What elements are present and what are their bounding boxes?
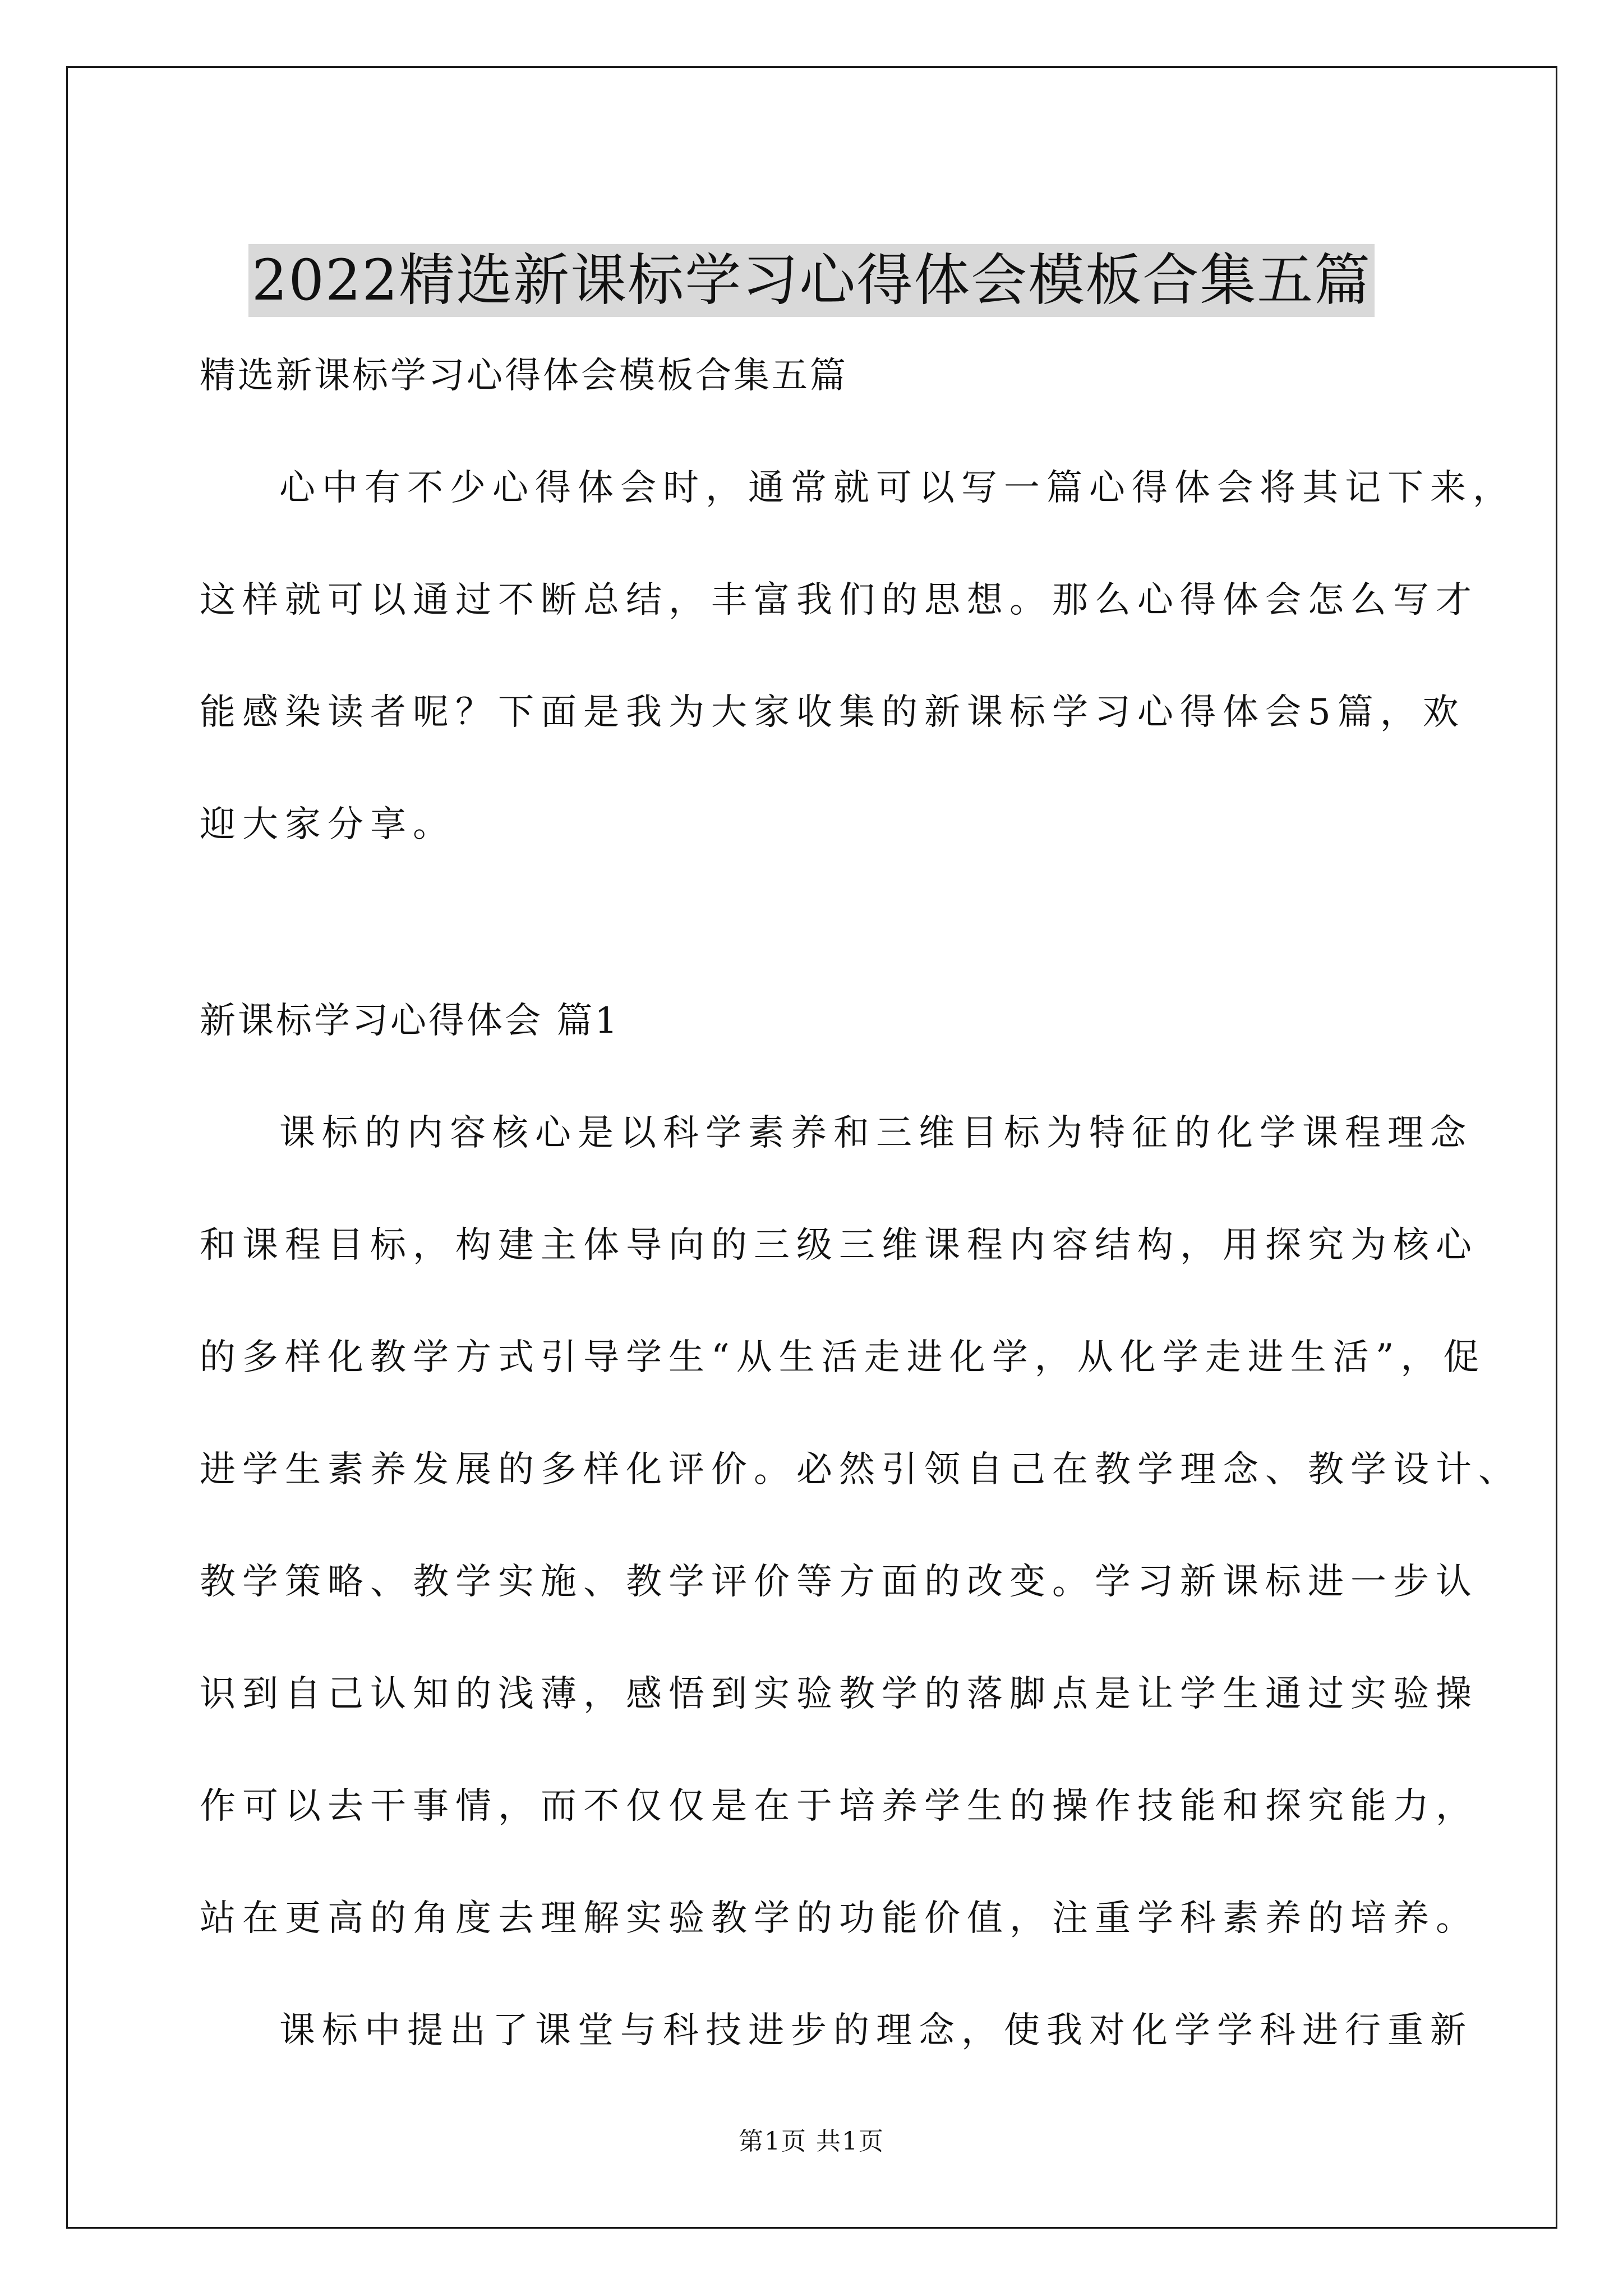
page-footer: 第1页 共1页 [739, 2127, 884, 2156]
document-title: 2022精选新课标学习心得体会模板合集五篇 [248, 244, 1375, 317]
paragraph-line: 教学策略、教学实施、教学评价等方面的改变。学习新课标进一步认 [200, 1561, 1478, 1603]
paragraph-line: 的多样化教学方式引导学生“从生活走进化学，从化学走进生活”，促 [200, 1337, 1486, 1378]
paragraph-line: 和课程目标，构建主体导向的三级三维课程内容结构，用探究为核心 [200, 1225, 1478, 1266]
title-container [0, 206, 1623, 355]
intro-line: 心中有不少心得体会时，通常就可以写一篇心得体会将其记下来， [279, 467, 1515, 509]
paragraph-line: 课标中提出了课堂与科技进步的理念，使我对化学学科进行重新 [279, 2010, 1473, 2051]
paragraph-line: 进学生素养发展的多样化评价。必然引领自己在教学理念、教学设计、 [200, 1449, 1521, 1490]
paragraph-line: 识到自己认知的浅薄，感悟到实验教学的落脚点是让学生通过实验操 [200, 1673, 1478, 1715]
paragraph-line: 站在更高的角度去理解实验教学的功能价值，注重学科素养的培养。 [200, 1898, 1478, 1939]
paragraph-line: 课标的内容核心是以科学素养和三维目标为特征的化学课程理念 [279, 1112, 1473, 1154]
section-heading: 新课标学习心得体会 篇1 [200, 1000, 620, 1042]
intro-line: 这样就可以通过不断总结，丰富我们的思想。那么心得体会怎么写才 [200, 579, 1478, 621]
document-subtitle: 精选新课标学习心得体会模板合集五篇 [200, 355, 848, 397]
intro-line: 迎大家分享。 [200, 804, 455, 845]
paragraph-line: 作可以去干事情，而不仅仅是在于培养学生的操作技能和探究能力， [200, 1786, 1478, 1827]
intro-line: 能感染读者呢？下面是我为大家收集的新课标学习心得体会5篇，欢 [200, 692, 1465, 733]
